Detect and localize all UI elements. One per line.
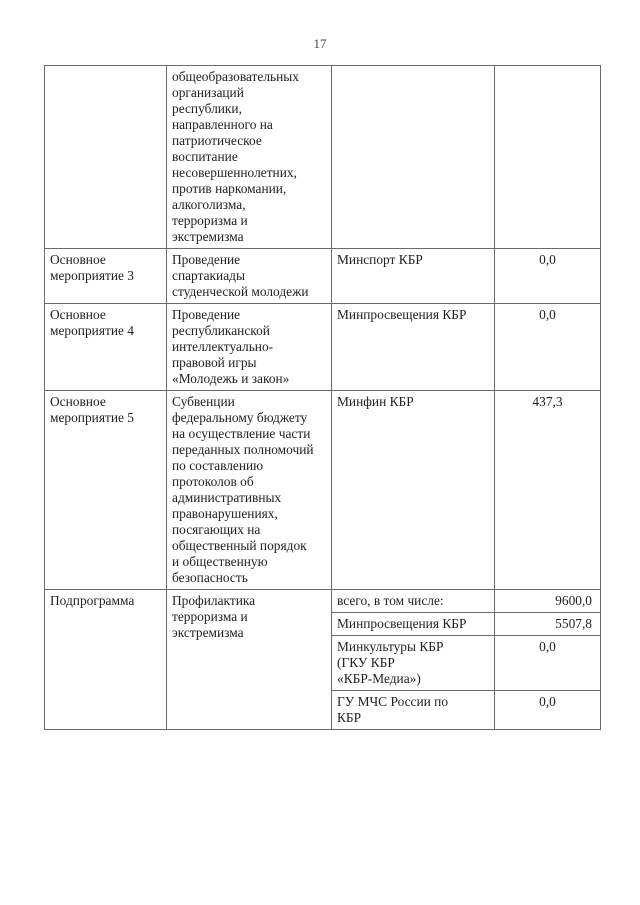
type-cell: Подпрограмма [45, 590, 167, 730]
description-cell: Проведение спартакиады студенческой молодежи [167, 249, 332, 304]
executor-cell [332, 66, 495, 249]
description-cell: Субвенции федеральному бюджету на осуществление части переданных полномочий по составлению протоколов об административных правонарушениях, посягающих на общественный порядок и общественную безопасность [167, 391, 332, 590]
table-row [45, 304, 601, 391]
table-row [45, 249, 601, 304]
executor-cell: всего, в том числе: [332, 590, 495, 613]
amount-cell: 0,0 [495, 691, 601, 730]
page-number: 17 [313, 36, 327, 51]
table-row [45, 391, 601, 590]
description-cell: Профилактика терроризма и экстремизма [167, 590, 332, 730]
executor-cell: ГУ МЧС России по КБР [332, 691, 495, 730]
amount-cell: 0,0 [495, 249, 601, 304]
table-row [45, 66, 601, 249]
type-cell: Основное мероприятие 3 [45, 249, 167, 304]
amount-cell: 0,0 [495, 636, 601, 691]
executor-cell: Минкультуры КБР (ГКУ КБР «КБР-Медиа») [332, 636, 495, 691]
amount-cell: 437,3 [495, 391, 601, 590]
table-row [45, 590, 601, 613]
executor-cell: Минпросвещения КБР [332, 613, 495, 636]
description-cell: Проведение республиканской интеллектуально- правовой игры «Молодежь и закон» [167, 304, 332, 391]
amount-cell: 0,0 [495, 304, 601, 391]
amount-cell [495, 66, 601, 249]
type-cell: Основное мероприятие 4 [45, 304, 167, 391]
description-cell: общеобразовательных организаций республики, направленного на патриотическое воспитание несовершеннолетних, против наркомании, алкоголизма, терроризма и экстремизма [167, 66, 332, 249]
type-cell: Основное мероприятие 5 [45, 391, 167, 590]
executor-cell: Минспорт КБР [332, 249, 495, 304]
amount-cell: 9600,0 [495, 590, 601, 613]
executor-cell: Минфин КБР [332, 391, 495, 590]
type-cell [45, 66, 167, 249]
executor-cell: Минпросвещения КБР [332, 304, 495, 391]
program-table [44, 65, 601, 730]
amount-cell: 5507,8 [495, 613, 601, 636]
